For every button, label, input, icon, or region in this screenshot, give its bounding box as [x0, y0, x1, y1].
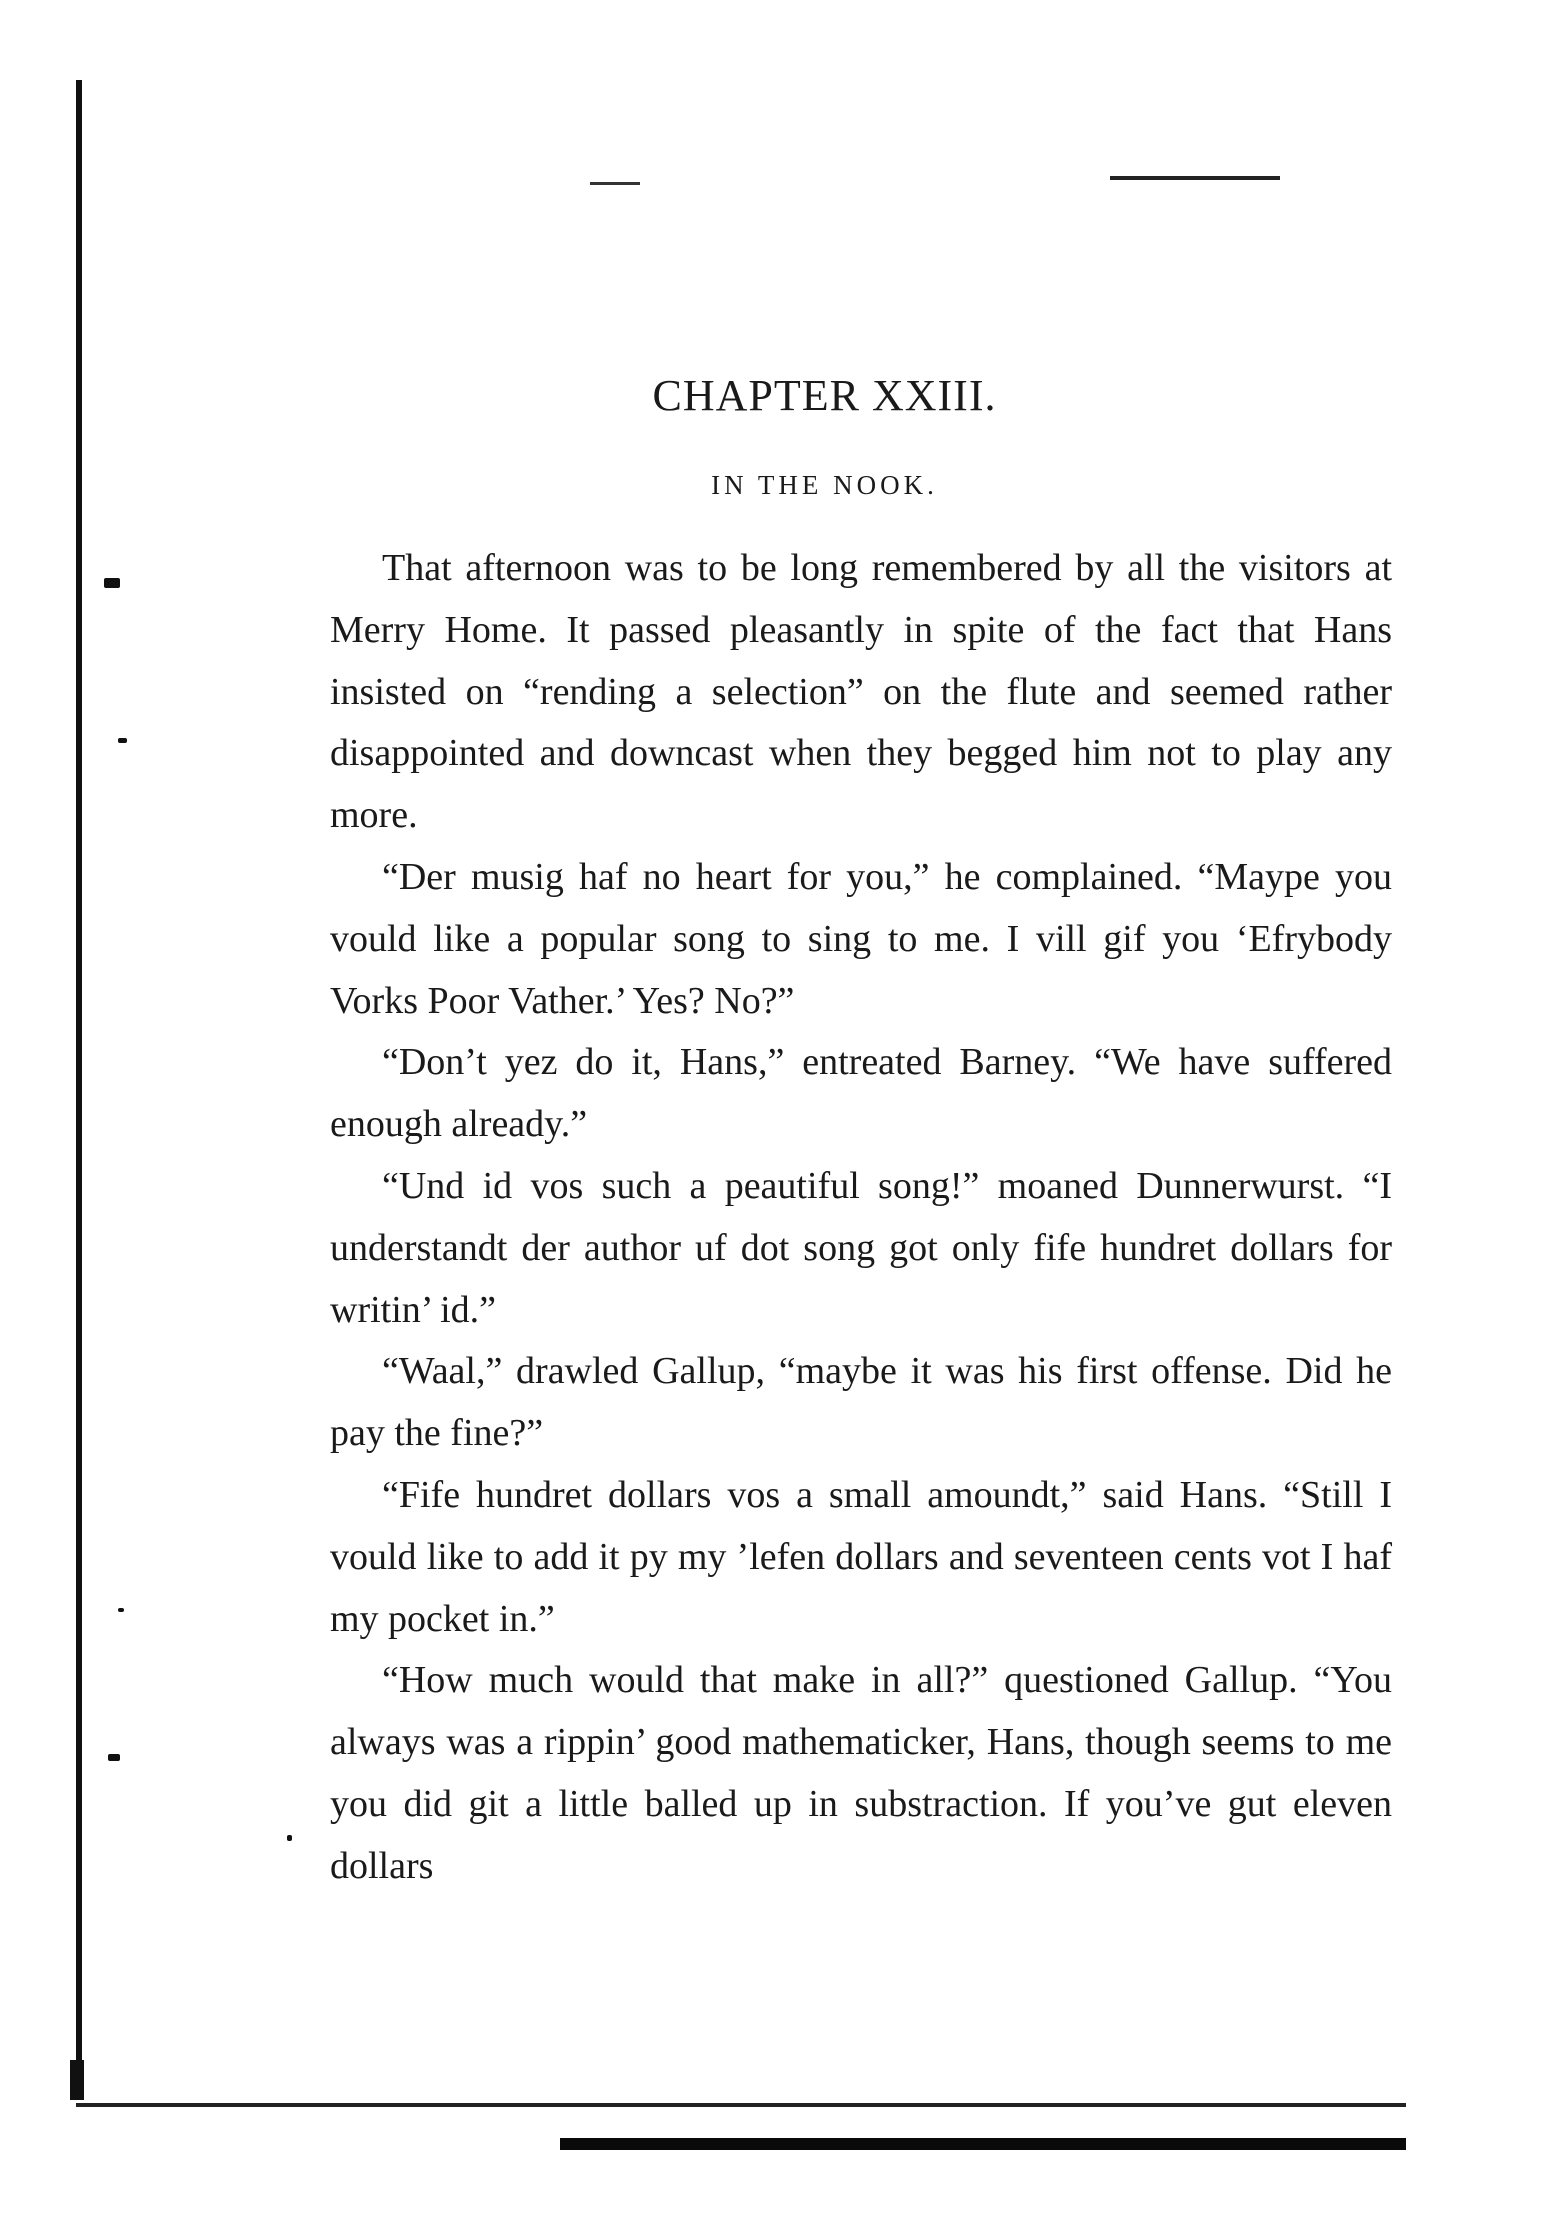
paragraph: “How much would that make in all?” questioned Gallup. “You always was a rippin’ good mathematicker, Hans, though seems to me you did git a little balled up in substraction. If you’ve gut eleven dollars: [330, 1659, 1392, 1887]
bottom-margin-rule: [76, 2103, 1406, 2107]
paragraph: “Und id vos such a peautiful song!” moaned Dunnerwurst. “I understandt der author uf dot song got only fife hundret dollars for writin’ id.”: [330, 1164, 1392, 1331]
top-ornament-left: [590, 182, 640, 185]
paragraph: That afternoon was to be long remembered by all the visitors at Merry Home. It passed pleasantly in spite of the fact that Hans insisted on “rending a selection” on the flute and seemed rather disappointed and downcast when they begged him not to play any more.: [330, 547, 1392, 837]
margin-speck: [287, 1835, 292, 1841]
paragraph: “Waal,” drawled Gallup, “maybe it was his first offense. Did he pay the fine?”: [330, 1350, 1392, 1455]
margin-speck: [104, 578, 120, 588]
paragraph: “Fife hundret dollars vos a small amoundt,” said Hans. “Still I vould like to add it py my ’lefen dollars and seventeen cents vot I haf my pocket in.”: [330, 1473, 1392, 1640]
body-text: [330, 538, 1392, 1898]
bottom-thick-rule: [560, 2138, 1406, 2150]
chapter-title: CHAPTER XXIII.: [652, 371, 997, 420]
paragraph: “Der musig haf no heart for you,” he complained. “Maype you vould like a popular song to sing to me. I vill gif you ‘Efrybody Vorks Poor Vather.’ Yes? No?”: [330, 855, 1392, 1022]
top-ornament-right: [1110, 176, 1280, 180]
left-margin-notch: [70, 2060, 84, 2100]
margin-speck: [118, 1608, 124, 1612]
paragraph: “Don’t yez do it, Hans,” entreated Barney. “We have suffered enough already.”: [330, 1041, 1392, 1146]
chapter-subtitle: IN THE NOOK.: [711, 470, 938, 500]
margin-speck: [108, 1754, 120, 1761]
margin-speck: [118, 738, 127, 743]
